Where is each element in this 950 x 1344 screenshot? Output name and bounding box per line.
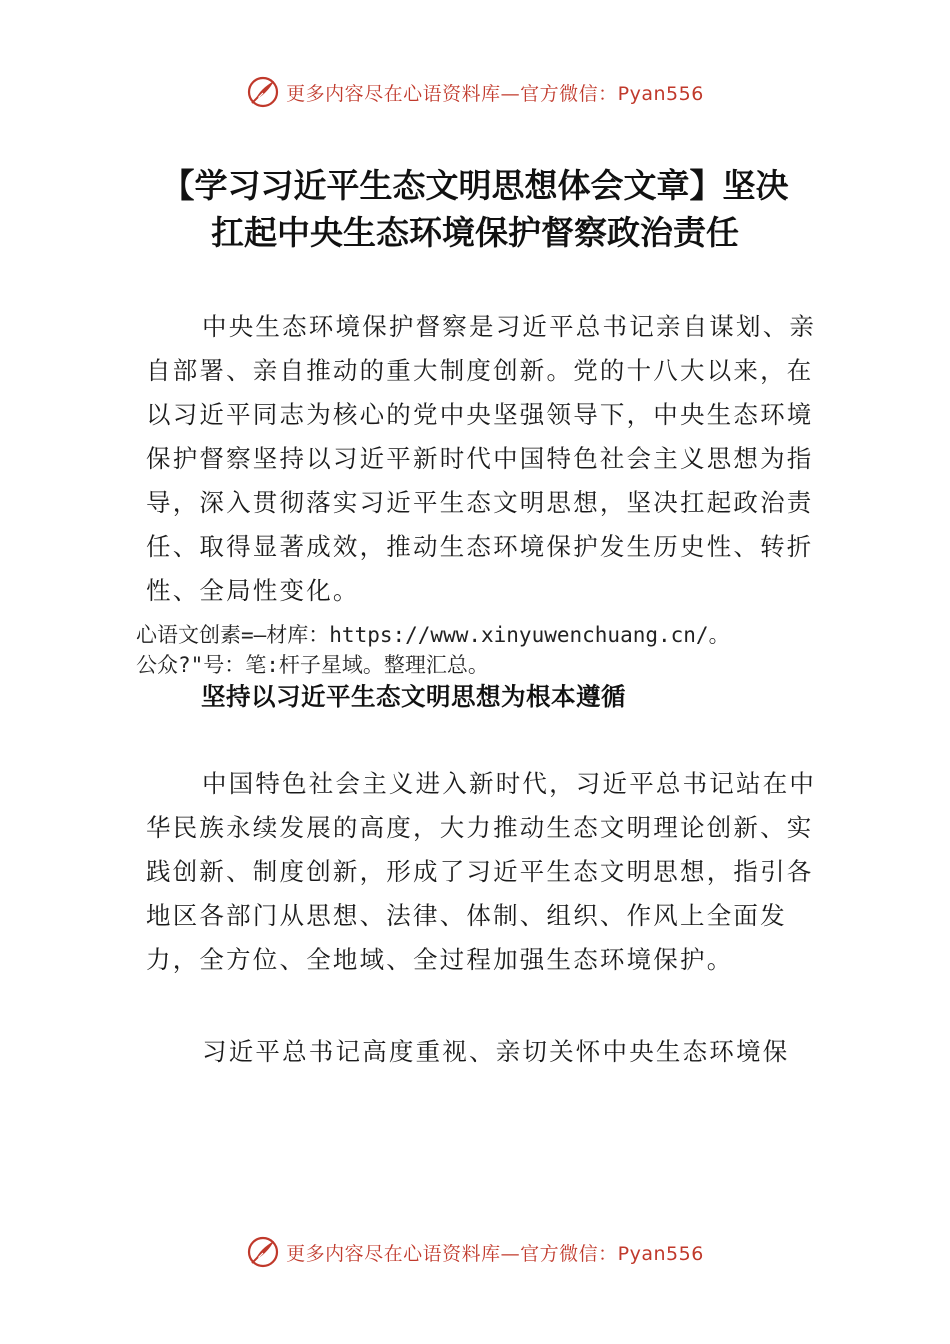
title-line-1: 【学习习近平生态文明思想体会文章】坚决 bbox=[161, 166, 789, 205]
quill-logo-icon bbox=[246, 75, 280, 109]
paragraph-1: 中央生态环境保护督察是习近平总书记亲自谋划、亲自部署、亲自推动的重大制度创新。党的十八大以来，在以习近平同志为核心的党中央坚强领导下，中央生态环境保护督察坚持以习近平新时代中国特色社会主义思想为指导，深入贯彻落实习近平生态文明思想，坚决扛起政治责任、取得显著成效，推动生态环境保护发生历史性、转折性、全局性变化。 bbox=[146, 312, 817, 605]
wechat-id: Pyan556 bbox=[617, 1242, 704, 1265]
footer-banner bbox=[0, 1234, 950, 1270]
paragraph-2: 中国特色社会主义进入新时代，习近平总书记站在中华民族永续发展的高度，大力推动生态文明理论创新、实践创新、制度创新，形成了习近平生态文明思想，指引各地区各部门从思想、法律、体制、组织、作风上全面发力，全方位、全地域、全过程加强生态环境保护。 bbox=[146, 769, 817, 974]
title-line-2: 扛起中央生态环境保护督察政治责任 bbox=[211, 213, 739, 252]
section-heading: 坚持以习近平生态文明思想为根本遵循 bbox=[201, 682, 626, 711]
wechat-id: Pyan556 bbox=[617, 82, 704, 105]
header-banner bbox=[0, 74, 950, 110]
banner-text: 更多内容尽在心语资料库—官方微信：Pyan556 bbox=[286, 82, 704, 105]
banner-text: 更多内容尽在心语资料库—官方微信：Pyan556 bbox=[286, 1242, 704, 1265]
source-note-line-2: 公众?"号：笔:杆子星域。整理汇总。 bbox=[136, 653, 489, 677]
paragraph-3: 习近平总书记高度重视、亲切关怀中央生态环境保 bbox=[202, 1037, 790, 1066]
document-title bbox=[0, 162, 950, 256]
quill-logo-icon bbox=[246, 1235, 280, 1269]
source-note-line-1: 心语文创素=—材库：https://www.xinyuwenchuang.cn/。 bbox=[136, 623, 730, 647]
